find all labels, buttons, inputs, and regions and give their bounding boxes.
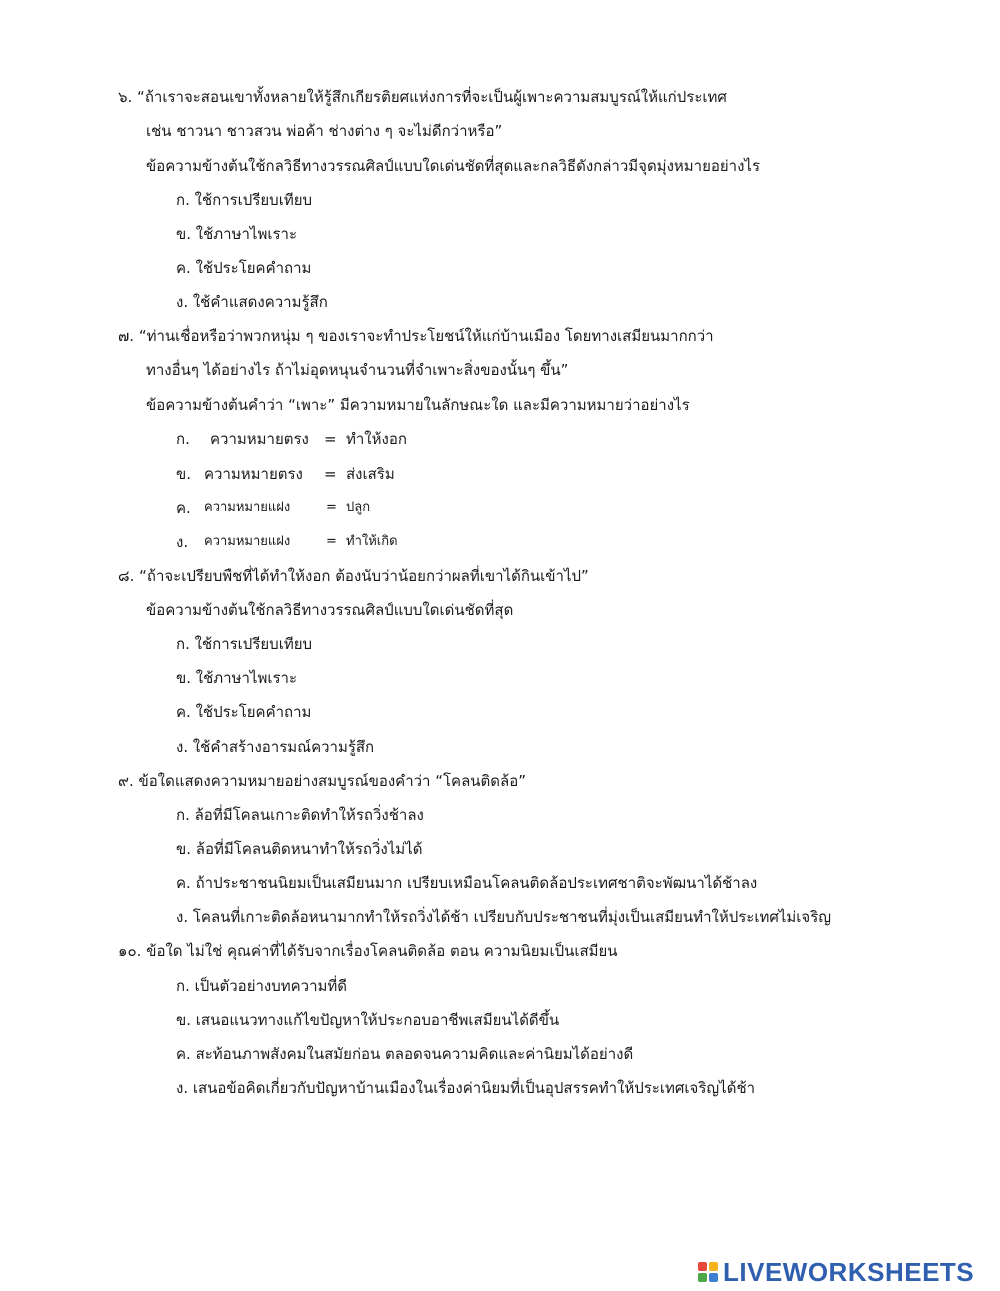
option-equals: = (324, 465, 337, 483)
option-meaning: ความหมายตรง (210, 430, 309, 448)
question-6-option-d: ง. ใช้คำแสดงความรู้สึก (176, 293, 328, 311)
question-10-option-c: ค. สะท้อนภาพสังคมในสมัยก่อน ตลอดจนความคิดและค่านิยมได้อย่างดี (176, 1045, 634, 1063)
option-value: ทำให้งอก (346, 430, 407, 448)
question-8-prompt: ข้อความข้างต้นใช้กลวิธีทางวรรณศิลป์แบบใดเด่นชัดที่สุด (146, 601, 514, 619)
option-value: ทำให้เกิด (346, 534, 398, 549)
question-6-line-2: เช่น ชาวนา ชาวสวน พ่อค้า ช่างต่าง ๆ จะไม่ดีกว่าหรือ” (146, 122, 503, 140)
logo-square (698, 1273, 707, 1282)
option-label: ง. (176, 533, 189, 551)
question-6-option-c: ค. ใช้ประโยคคำถาม (176, 259, 312, 277)
option-meaning: ความหมายแฝง (204, 534, 291, 549)
question-8-option-b: ข. ใช้ภาษาไพเราะ (176, 669, 298, 687)
question-9-line-1: ๙. ข้อใดแสดงความหมายอย่างสมบูรณ์ของคำว่า “โคลนติดล้อ” (118, 772, 526, 790)
question-6-prompt: ข้อความข้างต้นใช้กลวิธีทางวรรณศิลป์แบบใดเด่นชัดที่สุดและกลวิธีดังกล่าวมีจุดมุ่งหมายอย่างไร (146, 157, 761, 175)
logo-square (709, 1273, 718, 1282)
option-equals: = (326, 500, 337, 515)
option-label: ค. (176, 499, 191, 517)
option-value: ส่งเสริม (346, 465, 395, 483)
option-equals: = (324, 430, 337, 448)
logo-square (709, 1262, 718, 1271)
logo-text: LIVEWORKSHEETS (723, 1256, 975, 1287)
question-7-line-1: ๗. “ท่านเชื่อหรือว่าพวกหนุ่ม ๆ ของเราจะทำประโยชน์ให้แก่บ้านเมือง โดยทางเสมียนมากกว่า (118, 327, 714, 345)
question-8-line-1: ๘. “ถ้าจะเปรียบพืชที่ได้ทำให้งอก ต้องนับว่าน้อยกว่าผลที่เขาได้กินเข้าไป” (118, 567, 589, 585)
question-9-option-d: ง. โคลนที่เกาะติดล้อหนามากทำให้รถวิ่งได้ช้า เปรียบกับประชาชนที่มุ่งเป็นเสมียนทำให้ประเทศไม่เจริญ (176, 908, 832, 926)
question-10-line-1: ๑๐. ข้อใด ไม่ใช่ คุณค่าที่ได้รับจากเรื่องโคลนติดล้อ ตอน ความนิยมเป็นเสมียน (118, 942, 618, 960)
option-label: ก. (176, 430, 190, 448)
option-value: ปลูก (346, 500, 371, 515)
question-8-option-a: ก. ใช้การเปรียบเทียบ (176, 635, 313, 653)
option-meaning: ความหมายตรง (204, 465, 303, 483)
question-6-line-1: ๖. “ถ้าเราจะสอนเขาทั้งหลายให้รู้สึกเกียรติยศแห่งการที่จะเป็นผู้เพาะความสมบูรณ์ให้แก่ประเทศ (118, 88, 727, 106)
liveworksheets-logo (698, 1257, 974, 1287)
option-label: ข. (176, 465, 192, 483)
logo-squares-icon (698, 1262, 718, 1282)
question-10-option-b: ข. เสนอแนวทางแก้ไขปัญหาให้ประกอบอาชีพเสมียนได้ดีขึ้น (176, 1011, 560, 1029)
question-7-prompt: ข้อความข้างต้นคำว่า “เพาะ” มีความหมายในลักษณะใด และมีความหมายว่าอย่างไร (146, 396, 690, 414)
logo-square (698, 1262, 707, 1271)
question-6-option-b: ข. ใช้ภาษาไพเราะ (176, 225, 298, 243)
question-8-option-d: ง. ใช้คำสร้างอารมณ์ความรู้สึก (176, 738, 375, 756)
question-7-line-2: ทางอื่นๆ ได้อย่างไร ถ้าไม่อุดหนุนจำนวนที่จำเพาะสิ่งของนั้นๆ ขึ้น” (146, 361, 569, 379)
question-10-option-d: ง. เสนอข้อคิดเกี่ยวกับปัญหาบ้านเมืองในเรื่องค่านิยมที่เป็นอุปสรรคทำให้ประเทศเจริญได้ช้า (176, 1079, 756, 1097)
question-10-option-a: ก. เป็นตัวอย่างบทความที่ดี (176, 977, 348, 995)
option-equals: = (326, 534, 337, 549)
question-9-option-c: ค. ถ้าประชาชนนิยมเป็นเสมียนมาก เปรียบเหมือนโคลนติดล้อประเทศชาติจะพัฒนาได้ช้าลง (176, 874, 758, 892)
question-6-option-a: ก. ใช้การเปรียบเทียบ (176, 191, 313, 209)
question-9-option-a: ก. ล้อที่มีโคลนเกาะติดทำให้รถวิ่งช้าลง (176, 806, 424, 824)
question-8-option-c: ค. ใช้ประโยคคำถาม (176, 703, 312, 721)
question-9-option-b: ข. ล้อที่มีโคลนติดหนาทำให้รถวิ่งไม่ได้ (176, 840, 423, 858)
option-meaning: ความหมายแฝง (204, 500, 291, 515)
